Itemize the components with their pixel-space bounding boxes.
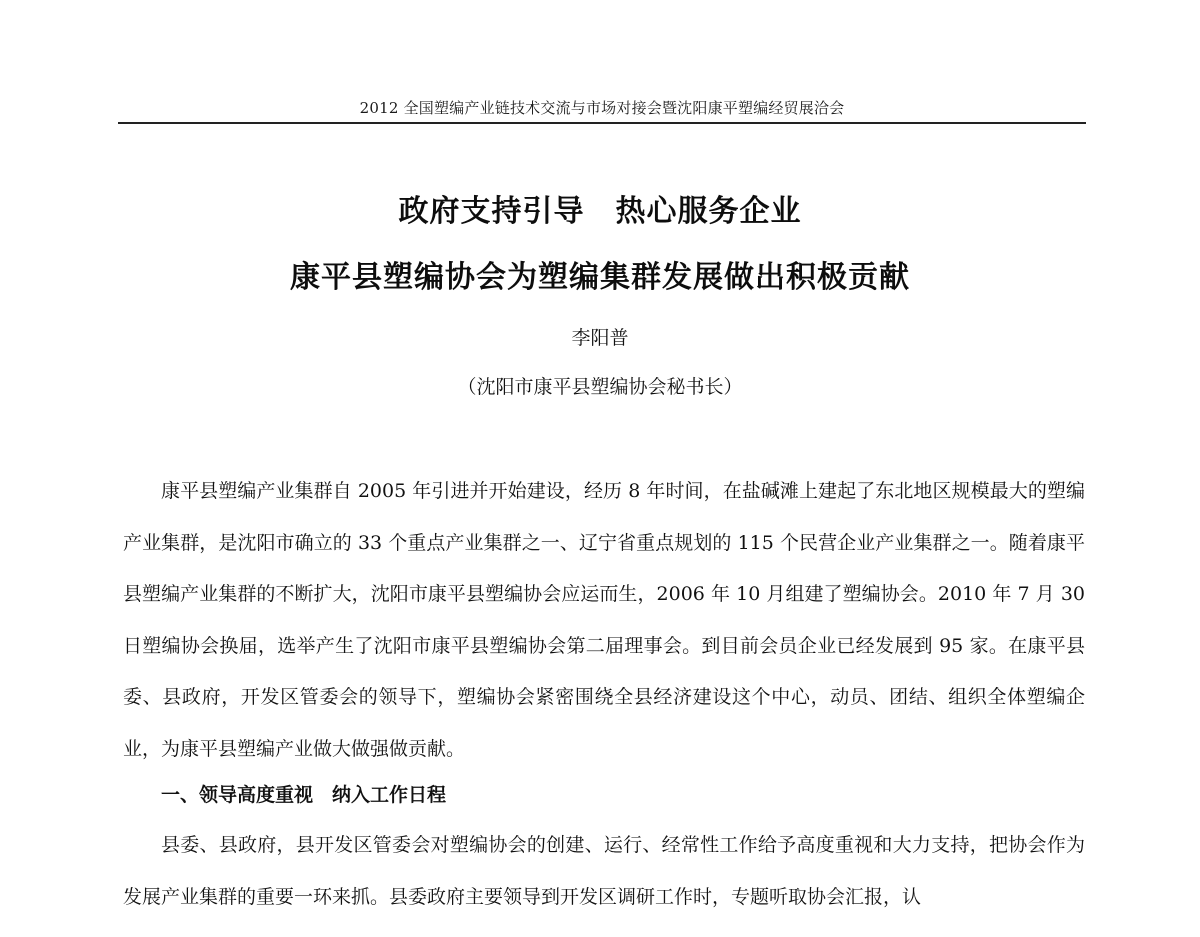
author-affiliation: （沈阳市康平县塑编协会秘书长） xyxy=(457,376,743,398)
paragraph-intro: 康平县塑编产业集群自 2005 年引进并开始建设，经历 8 年时间，在盐碱滩上建起了东北地区规模最大的塑编产业集群，是沈阳市确立的 33 个重点产业集群之一、辽宁省重点规划的 115 个民营企业产业集群之一。随着康平县塑编产业集群的不断扩大，沈阳市康平县塑编协会应运而生，2006 年 10 月组建了塑编协会。2010 年 7 月 30 日塑编协会换届，选举产生了沈阳市康平县塑编协会第二届理事会。到目前会员企业已经发展到 95 家。在康平县委、县政府，开发区管委会的领导下，塑编协会紧密围绕全县经济建设这个中心，动员、团结、组织全体塑编企业，为康平县塑编产业做大做强做贡献。 xyxy=(123,480,1085,760)
paragraph-section-1: 县委、县政府，县开发区管委会对塑编协会的创建、运行、经常性工作给予高度重视和大力支持，把协会作为发展产业集群的重要一环来抓。县委政府主要领导到开发区调研工作时，专题听取协会汇报，认 xyxy=(123,834,1085,908)
section-heading-1: 一、领导高度重视 纳入工作日程 xyxy=(161,784,447,806)
article-title-line-1: 政府支持引导 热心服务企业 xyxy=(398,194,802,229)
running-header: 2012 全国塑编产业链技术交流与市场对接会暨沈阳康平塑编经贸展洽会 xyxy=(359,99,845,117)
article-title-line-2: 康平县塑编协会为塑编集群发展做出积极贡献 xyxy=(290,260,910,295)
author-name: 李阳普 xyxy=(571,327,629,349)
header-rule xyxy=(118,122,1086,124)
